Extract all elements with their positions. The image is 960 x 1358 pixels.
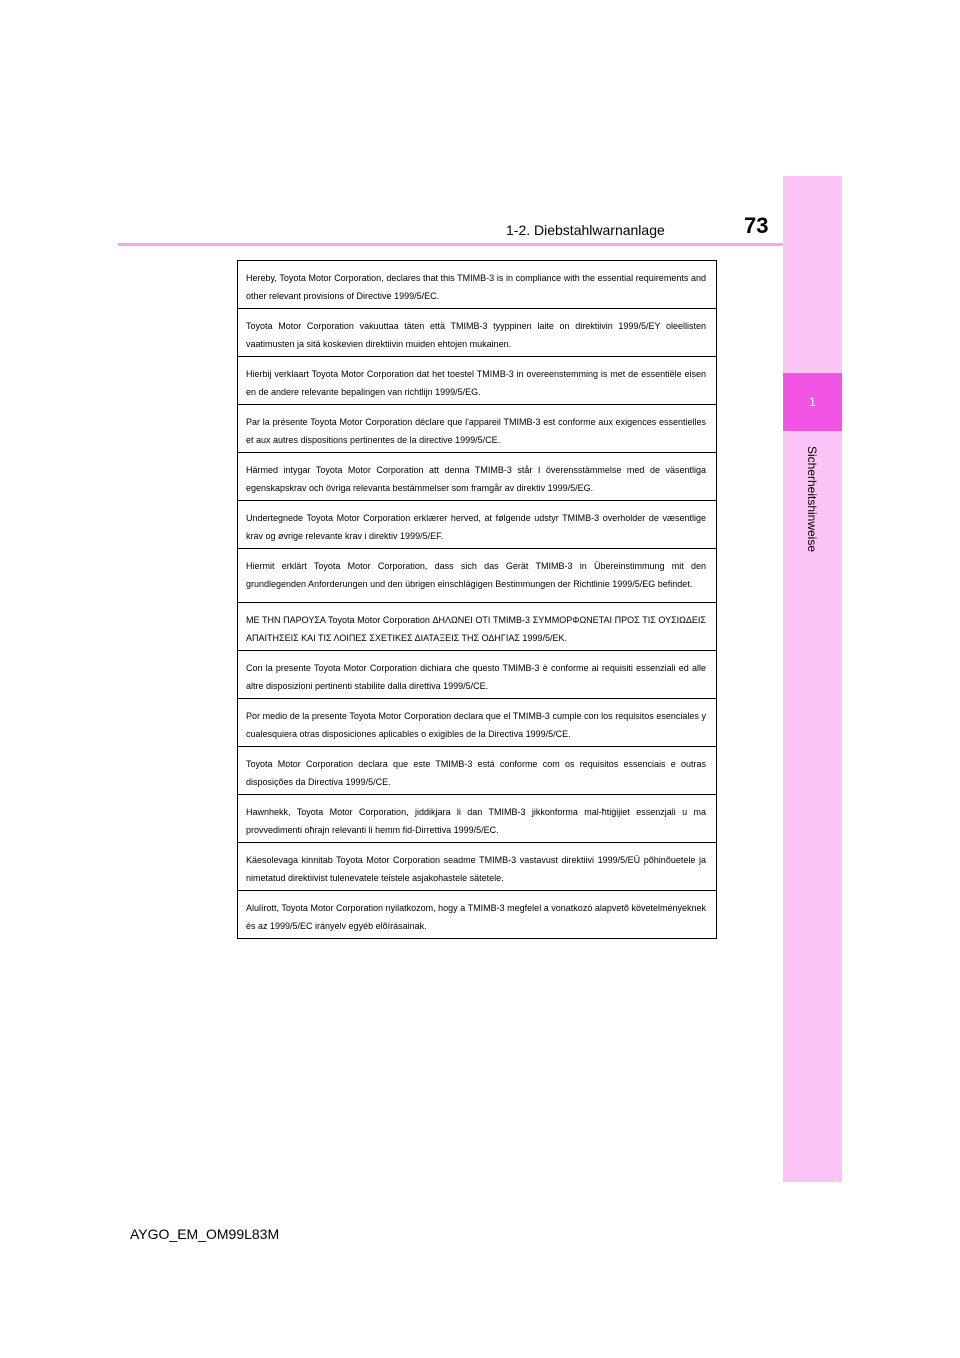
declaration-sv: Härmed intygar Toyota Motor Corporation att denna TMIMB-3 står I överensstämmelse med de väsentliga egenskapskrav och övriga relevanta bestämmelser som framgår av direktiv 1999/5/EG. bbox=[238, 453, 716, 501]
declaration-it: Con la presente Toyota Motor Corporation dichiara che questo TMIMB-3 è conforme ai requisiti essenziali ed alle altre disposizioni pertinenti stabilite dalla direttiva 1999/5/CE. bbox=[238, 651, 716, 699]
page-number: 73 bbox=[744, 213, 769, 238]
declaration-fi: Toyota Motor Corporation vakuuttaa täten että TMIMB-3 tyyppinen laite on direktiivin 1999/5/EY oleellisten vaatimusten ja sitä koskevien direktiivin muiden ehtojen mukainen. bbox=[238, 309, 716, 357]
declaration-el: ΜΕ ΤΗΝ ΠΑΡΟΥΣΑ Toyota Motor Corporation ΔΗΛΩΝΕΙ ΟΤΙ TMIMB-3 ΣΥΜΜΟΡΦΩΝΕΤΑΙ ΠΡΟΣ ΤΙΣ ΟΥΣΙΩΔΕΙΣ ΑΠΑΙΤΗΣΕΙΣ ΚΑΙ ΤΙΣ ΛΟΙΠΕΣ ΣΧΕΤΙΚΕΣ ΔΙΑΤΑΞΕΙΣ ΤΗΣ ΟΔΗΓΙΑΣ 1999/5/ΕΚ. bbox=[238, 603, 716, 651]
document-code: AYGO_EM_OM99L83M bbox=[130, 1226, 280, 1242]
declaration-nl: Hierbij verklaart Toyota Motor Corporation dat het toestel TMIMB-3 in overeenstemming is met de essentiële eisen en de andere relevante bepalingen van richtlijn 1999/5/EG. bbox=[238, 357, 716, 405]
section-title: 1-2. Diebstahlwarnanlage bbox=[506, 222, 665, 238]
header-divider bbox=[118, 243, 790, 246]
declaration-et: Käesolevaga kinnitab Toyota Motor Corporation seadme TMIMB-3 vastavust direktiivi 1999/5/EÜ põhinõuetele ja nimetatud direktiivist tulenevatele teistele asjakohastele sätetele. bbox=[238, 843, 716, 891]
chapter-number-tab: 1 bbox=[783, 373, 842, 431]
declaration-es: Por medio de la presente Toyota Motor Corporation declara que el TMIMB-3 cumple con los requisitos esenciales y cualesquiera otras disposiciones aplicables o exigibles de la Directiva 1999/5/CE. bbox=[238, 699, 716, 747]
declaration-hu: Alulírott, Toyota Motor Corporation nyilatkozom, hogy a TMIMB-3 megfelel a vonatkozó alapvetõ követelményeknek és az 1999/5/EC irányelv egyéb elõírásainak. bbox=[246, 903, 706, 931]
chapter-label: Sicherheitshinweise bbox=[805, 445, 819, 553]
declaration-pt: Toyota Motor Corporation declara que este TMIMB-3 está conforme com os requisitos essenciais e outras disposições da Directiva 1999/5/CE. bbox=[238, 747, 716, 795]
declaration-da: Undertegnede Toyota Motor Corporation erklærer herved, at følgende udstyr TMIMB-3 overholder de væsentlige krav og øvrige relevante krav i direktiv 1999/5/EF. bbox=[238, 501, 716, 549]
declaration-table bbox=[237, 260, 717, 939]
declaration-en: Hereby, Toyota Motor Corporation, declares that this TMIMB-3 is in compliance with the essential requirements and other relevant provisions of Directive 1999/5/EC. bbox=[238, 261, 716, 309]
declaration-de: Hiermit erklärt Toyota Motor Corporation, dass sich das Gerät TMIMB-3 in Übereinstimmung mit den grundlegenden Anforderungen und den übrigen einschlägigen Bestimmungen der Richtlinie 1999/5/EG befindet. bbox=[238, 549, 716, 604]
declaration-fr: Par la présente Toyota Motor Corporation déclare que l'appareil TMIMB-3 est conforme aux exigences essentielles et aux autres dispositions pertinentes de la directive 1999/5/CE. bbox=[238, 405, 716, 453]
side-tab bbox=[783, 176, 842, 1182]
declaration-mt: Hawnhekk, Toyota Motor Corporation, jiddikjara li dan TMIMB-3 jikkonforma mal-ħtiġijiet essenzjali u ma provvedimenti oħrajn relevanti li hemm fid-Dirrettiva 1999/5/EC. bbox=[238, 795, 716, 843]
